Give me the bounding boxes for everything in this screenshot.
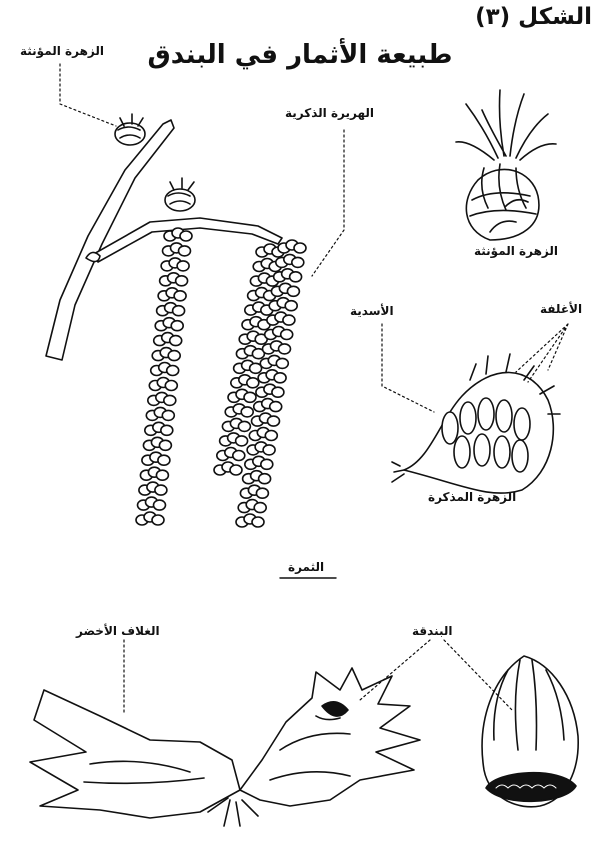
catkin-bead <box>173 306 185 316</box>
hazelnut-illustration <box>482 656 578 807</box>
catkin-bead <box>265 431 277 441</box>
catkin-bead <box>285 301 297 311</box>
catkin-bead <box>230 465 242 475</box>
label-bracts: الأغلفة <box>540 302 583 316</box>
label-male-flower: الزهرة المذكرة <box>428 490 517 504</box>
catkin-bead <box>276 358 288 368</box>
label-hazelnut: البندقة <box>412 624 453 638</box>
catkin-bead <box>162 410 174 420</box>
catkin-bead <box>154 500 166 510</box>
catkin-bead <box>268 416 280 426</box>
catkin-bead <box>180 231 192 241</box>
catkin-bead <box>270 402 282 412</box>
catkin-bead <box>283 315 295 325</box>
catkin-bead <box>158 455 170 465</box>
catkin-bead <box>155 485 167 495</box>
catkin-bead <box>263 445 275 455</box>
catkin-bead <box>241 407 253 417</box>
catkin-bead <box>281 330 293 340</box>
green-husk-illustration <box>30 668 420 826</box>
catkin-bead <box>167 366 179 376</box>
label-male-catkin: الهريرة الذكرية <box>285 106 375 120</box>
catkin-bead <box>236 436 248 446</box>
page-title: طبيعة الأثمار في البندق <box>147 40 453 70</box>
catkin-bead <box>272 387 284 397</box>
male-flower-illustration <box>392 354 560 493</box>
catkin-bead <box>176 276 188 286</box>
catkin-bead <box>171 321 183 331</box>
label-female-flower-right: الزهرة المؤنثة <box>474 244 558 258</box>
catkin-bead <box>292 257 304 267</box>
catkin-bead <box>244 392 256 402</box>
label-green-husk: الغلاف الأخضر <box>76 624 160 638</box>
catkin-bead <box>179 246 191 256</box>
catkin-bead <box>164 395 176 405</box>
catkin-bead <box>287 286 299 296</box>
label-stamens: الأسدية <box>350 304 394 318</box>
female-flower-illustration <box>456 90 556 240</box>
catkin-bead <box>238 421 250 431</box>
catkin-bead <box>247 378 259 388</box>
catkin-bead <box>159 440 171 450</box>
catkin-bead <box>254 503 266 513</box>
female-flower-bud-top <box>115 114 145 145</box>
catkin-bead <box>174 291 186 301</box>
label-fruit: الثمرة <box>288 560 325 574</box>
catkin-bead <box>165 381 177 391</box>
catkin-bead <box>233 451 245 461</box>
catkin-bead <box>294 243 306 253</box>
catkin-bead <box>177 261 189 271</box>
catkin-bead <box>156 470 168 480</box>
catkin-bead <box>152 515 164 525</box>
female-flower-bud-shoot <box>165 178 195 211</box>
catkin-bead <box>279 344 291 354</box>
catkin-bead <box>256 488 268 498</box>
label-female-flower-top: الزهرة المؤنثة <box>20 44 104 58</box>
catkin-bead <box>252 517 264 527</box>
catkin-bead <box>274 373 286 383</box>
catkin-bead <box>161 425 173 435</box>
figure-number: الشكل (٣) <box>475 4 592 30</box>
male-catkins <box>136 228 306 527</box>
catkin-bead <box>261 459 273 469</box>
catkin-bead <box>290 272 302 282</box>
catkin-bead <box>168 351 180 361</box>
catkin-bead <box>259 474 271 484</box>
catkin-bead <box>170 336 182 346</box>
